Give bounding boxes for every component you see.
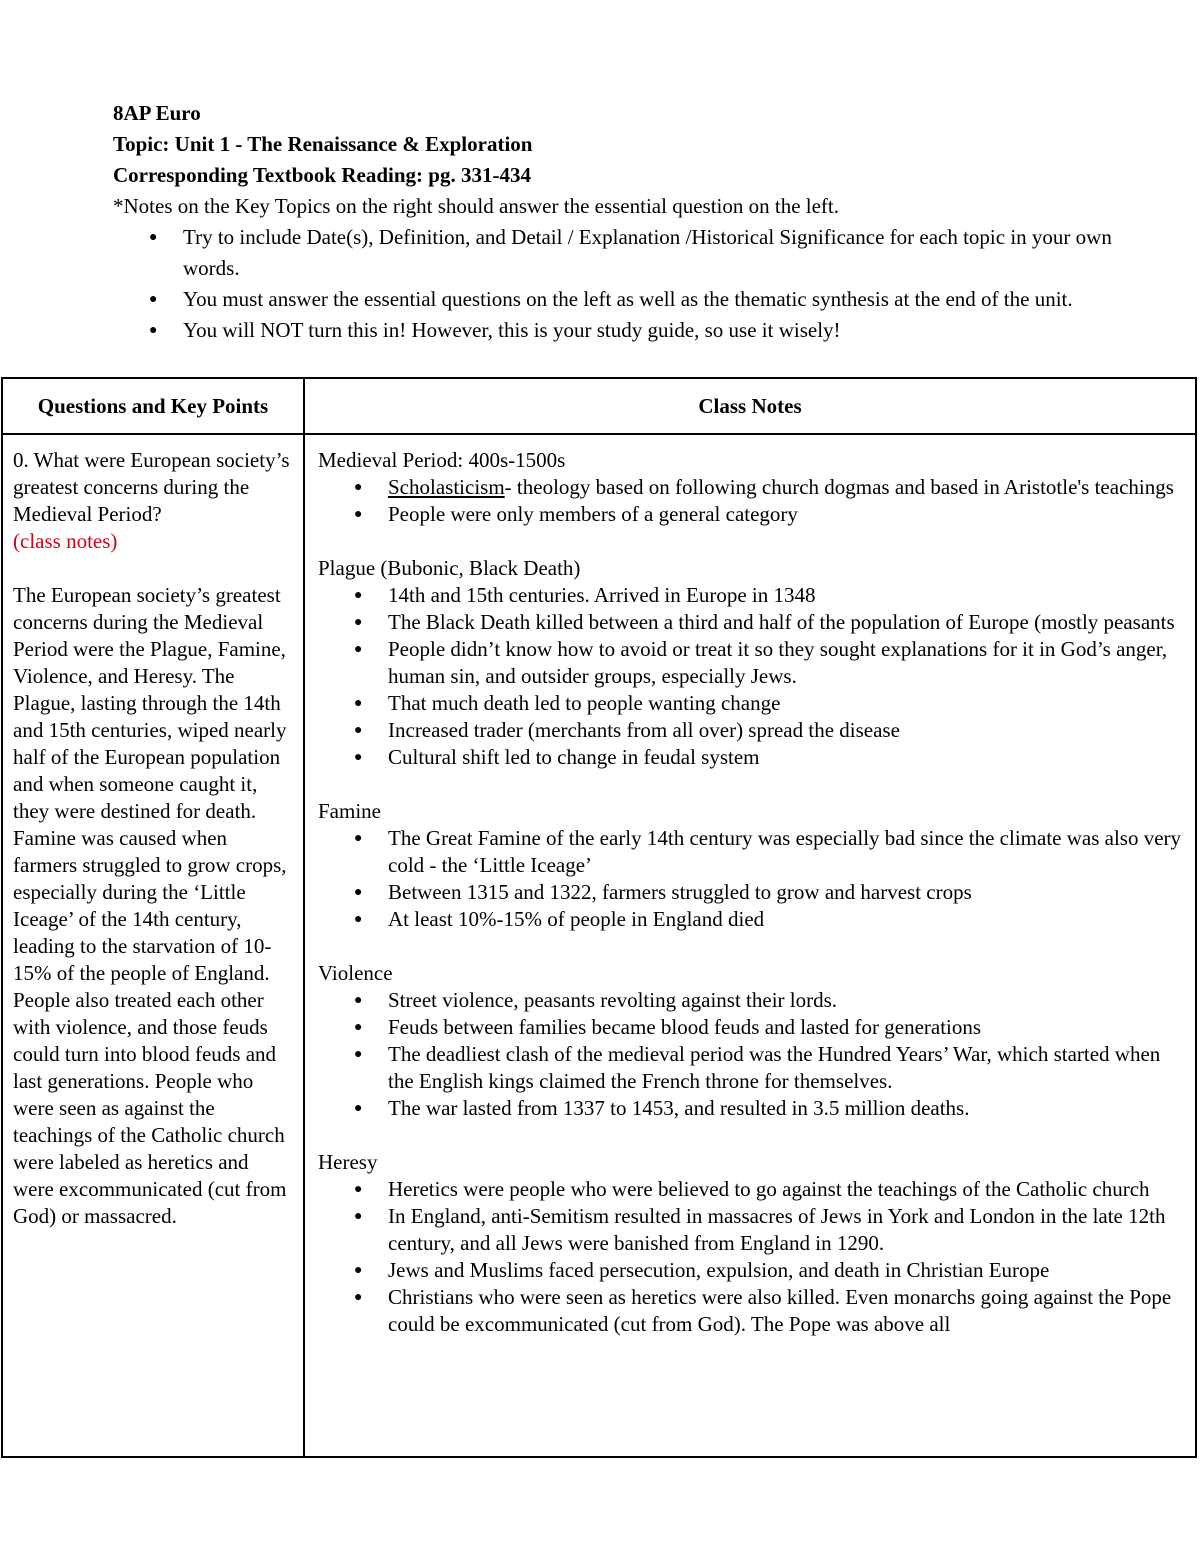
note-item <box>388 474 1183 501</box>
class-notes-column-header: Class Notes <box>304 378 1196 434</box>
key-term: Scholasticism <box>388 475 505 499</box>
section-title: Medieval Period: 400s-1500s <box>318 448 566 472</box>
note-item: ● Feuds between families became blood feuds and lasted for generations <box>388 1014 1183 1041</box>
note-item: ● At least 10%-15% of people in England died <box>388 906 1183 933</box>
class-notes-cell <box>304 434 1196 1457</box>
questions-cell <box>2 434 304 1457</box>
note-item: ● People were only members of a general category <box>388 501 1183 528</box>
essential-question: 0. What were European society’s greatest concerns during the Medieval Period? <box>13 448 290 526</box>
course-title: 8AP Euro <box>113 101 201 125</box>
note-item: ● The deadliest clash of the medieval period was the Hundred Years’ War, which started when the English kings claimed the French throne for themselves. <box>388 1041 1183 1095</box>
section-medieval <box>318 447 1183 528</box>
section-title: Famine <box>318 799 381 823</box>
section-title: Plague (Bubonic, Black Death) <box>318 556 581 580</box>
instruction-item: ● You will NOT turn this in! However, this is your study guide, so use it wisely! <box>183 315 1113 346</box>
note-item: ● That much death led to people wanting change <box>388 690 1183 717</box>
cornell-notes-table <box>1 377 1197 1458</box>
question-tag: (class notes) <box>13 529 118 553</box>
section-plague <box>318 555 1183 771</box>
term-definition: - theology based on following church dogmas and based in Aristotle's teachings <box>504 475 1174 499</box>
section-title: Heresy <box>318 1150 378 1174</box>
note-item: ● Heretics were people who were believed to go against the teachings of the Catholic church <box>388 1176 1183 1203</box>
instructions-list <box>113 222 1113 346</box>
note-item: ● The Black Death killed between a third and half of the population of Europe (mostly peasants <box>388 609 1183 636</box>
note-item: ● Between 1315 and 1322, farmers struggled to grow and harvest crops <box>388 879 1183 906</box>
note-item: ● 14th and 15th centuries. Arrived in Europe in 1348 <box>388 582 1183 609</box>
section-violence <box>318 960 1183 1122</box>
note-item: ● In England, anti-Semitism resulted in massacres of Jews in York and London in the late 12th century, and all Jews were banished from England in 1290. <box>388 1203 1183 1257</box>
section-famine <box>318 798 1183 933</box>
section-title: Violence <box>318 961 393 985</box>
instruction-item: ● You must answer the essential questions on the left as well as the thematic synthesis at the end of the unit. <box>183 284 1113 315</box>
note-item: ● The Great Famine of the early 14th century was especially bad since the climate was also very cold - the ‘Little Iceage’ <box>388 825 1183 879</box>
question-answer: The European society’s greatest concerns during the Medieval Period were the Plague, Famine, Violence, and Heresy. The Plague, lasting through the 14th and 15th centuries, wiped nearly half of the European population and when someone caught it, they were destined for death. Famine was caused when farmers struggled to grow crops, especially during the ‘Little Iceage’ of the 14th century, leading to the starvation of 10-15% of the people of England. People also treated each other with violence, and those feuds could turn into blood feuds and last generations. People who were seen as against the teachings of the Catholic church were labeled as heretics and were excommunicated (cut from God) or massacred. <box>13 583 287 1228</box>
note-item: ● Increased trader (merchants from all over) spread the disease <box>388 717 1183 744</box>
section-heresy <box>318 1149 1183 1338</box>
note-item: ● Cultural shift led to change in feudal system <box>388 744 1183 771</box>
document-header <box>113 98 1113 346</box>
note-item: ● Street violence, peasants revolting against their lords. <box>388 987 1183 1014</box>
note-item: ● The war lasted from 1337 to 1453, and resulted in 3.5 million deaths. <box>388 1095 1183 1122</box>
instructions-note: *Notes on the Key Topics on the right should answer the essential question on the left. <box>113 194 840 218</box>
questions-column-header: Questions and Key Points <box>2 378 304 434</box>
reading-reference: Corresponding Textbook Reading: pg. 331-434 <box>113 163 531 187</box>
topic-title: Topic: Unit 1 - The Renaissance & Exploration <box>113 132 533 156</box>
instruction-item: ● Try to include Date(s), Definition, and Detail / Explanation /Historical Significance for each topic in your own words. <box>183 222 1113 284</box>
note-item: ● People didn’t know how to avoid or treat it so they sought explanations for it in God’s anger, human sin, and outsider groups, especially Jews. <box>388 636 1183 690</box>
note-item: ● Jews and Muslims faced persecution, expulsion, and death in Christian Europe <box>388 1257 1183 1284</box>
note-item: ● Christians who were seen as heretics were also killed. Even monarchs going against the Pope could be excommunicated (cut from God). The Pope was above all <box>388 1284 1183 1338</box>
